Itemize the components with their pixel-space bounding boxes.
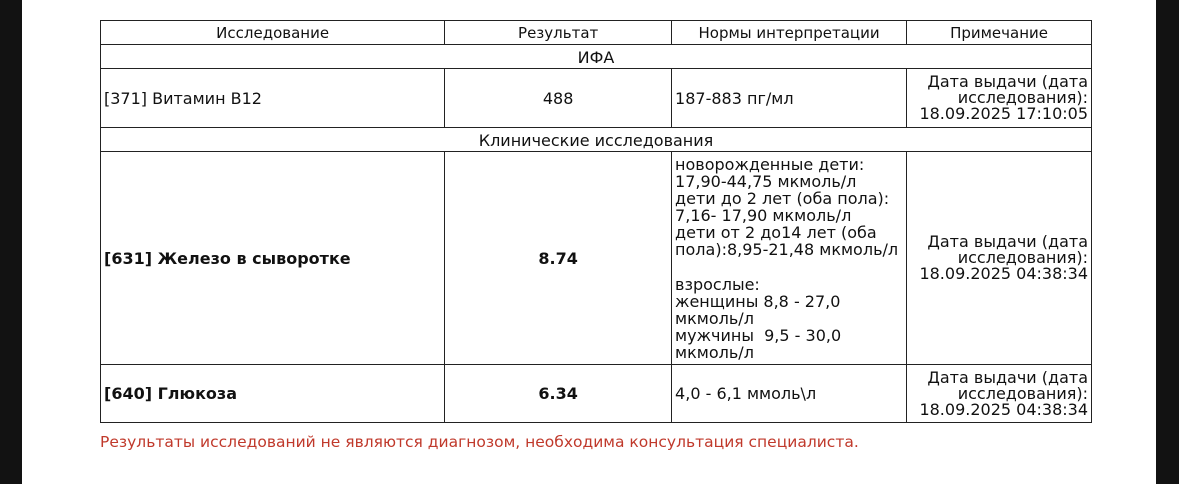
norm-line: мкмоль/л <box>675 342 754 362</box>
norm-line: 4,0 - 6,1 ммоль\л <box>675 384 817 403</box>
document-page <box>22 0 1156 484</box>
table-header-row <box>101 21 1092 45</box>
study-name: [631] Железо в сыворотке <box>101 152 445 365</box>
note-line: 18.09.2025 17:10:05 <box>919 104 1088 123</box>
study-result: 488 <box>445 69 672 128</box>
study-name: [371] Витамин B12 <box>101 69 445 128</box>
note-line: Дата выдачи (дата <box>927 367 1088 387</box>
study-norms <box>672 152 907 365</box>
note-line: 18.09.2025 04:38:34 <box>919 399 1088 419</box>
header-result: Результат <box>445 21 672 45</box>
header-norms: Нормы интерпретации <box>672 21 907 45</box>
norm-line: пола):8,95-21,48 мкмоль/л <box>675 239 899 259</box>
note-line: Дата выдачи (дата <box>927 72 1088 91</box>
norm-line: мужчины 9,5 - 30,0 <box>675 325 842 345</box>
section-row-clinical <box>101 128 1092 152</box>
study-name: [640] Глюкоза <box>101 365 445 423</box>
section-title: Клинические исследования <box>101 128 1092 152</box>
table-row <box>101 69 1092 128</box>
norm-line: дети от 2 до14 лет (оба <box>675 222 877 242</box>
study-norms <box>672 365 907 423</box>
norm-line: взрослые: <box>675 274 760 294</box>
norm-gap <box>675 258 903 276</box>
study-note <box>907 152 1092 365</box>
study-norms <box>672 69 907 128</box>
study-result: 8.74 <box>445 152 672 365</box>
section-title: ИФА <box>101 45 1092 69</box>
norm-line: мкмоль/л <box>675 308 754 328</box>
norm-line: 7,16- 17,90 мкмоль/л <box>675 205 852 225</box>
note-line: исследования): <box>957 248 1088 267</box>
study-result: 6.34 <box>445 365 672 423</box>
note-line: Дата выдачи (дата <box>927 232 1088 251</box>
header-study: Исследование <box>101 21 445 45</box>
table-row <box>101 365 1092 423</box>
study-note <box>907 365 1092 423</box>
norm-line: женщины 8,8 - 27,0 <box>675 291 841 311</box>
table-row <box>101 152 1092 365</box>
study-note <box>907 69 1092 128</box>
disclaimer-text: Результаты исследований не являются диагнозом, необходима консультация специалиста. <box>100 433 859 451</box>
norm-line: новорожденные дети: <box>675 154 865 174</box>
note-line: 18.09.2025 04:38:34 <box>919 264 1088 283</box>
header-note: Примечание <box>907 21 1092 45</box>
note-line: исследования): <box>957 88 1088 107</box>
results-table <box>100 20 1092 423</box>
section-row-ifa <box>101 45 1092 69</box>
norm-line: 187-883 пг/мл <box>675 88 794 108</box>
note-line: исследования): <box>957 383 1088 403</box>
norm-line: дети до 2 лет (оба пола): <box>675 188 890 208</box>
norm-line: 17,90-44,75 мкмоль/л <box>675 171 857 191</box>
